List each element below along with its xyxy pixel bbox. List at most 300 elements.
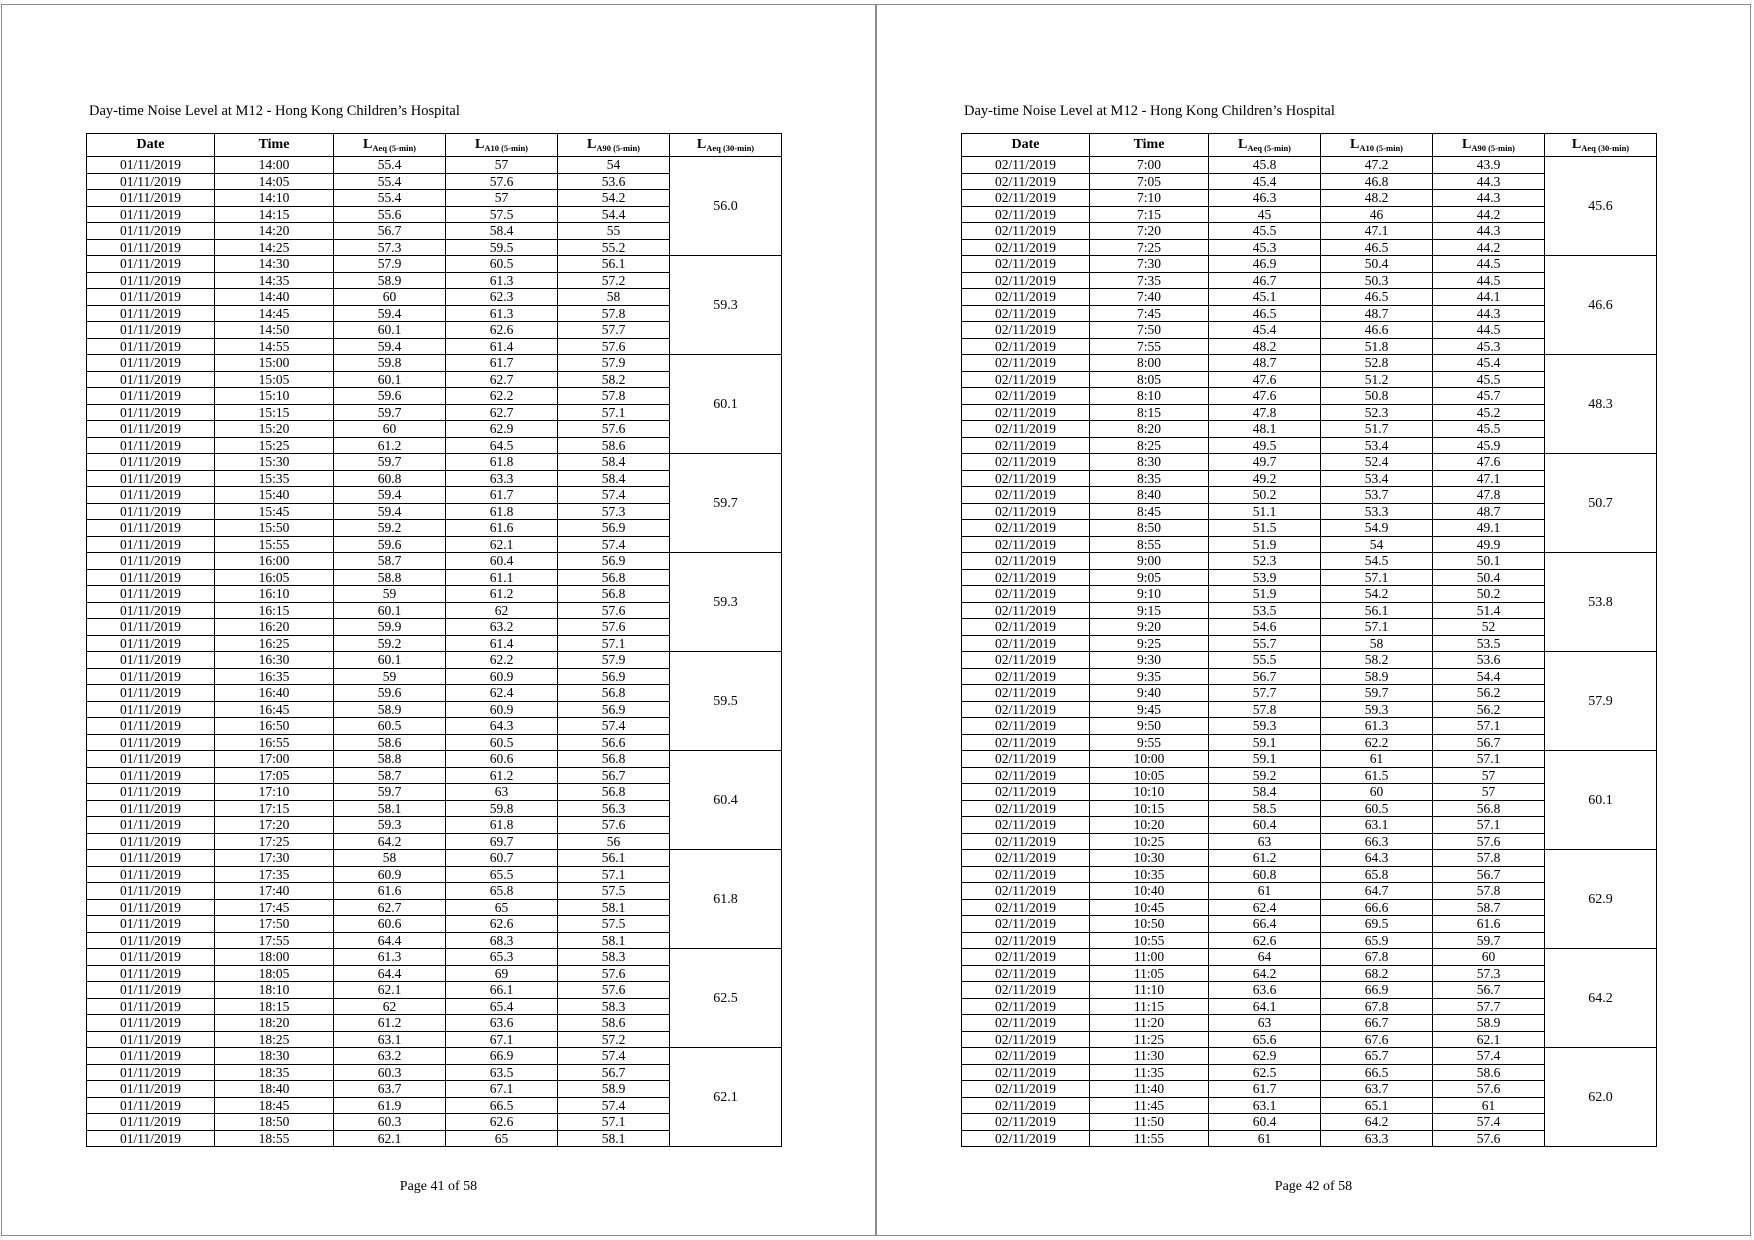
time-cell: 9:05	[1090, 569, 1209, 586]
date-cell: 01/11/2019	[87, 685, 215, 702]
la10-5min-cell: 57.5	[446, 206, 558, 223]
la10-5min-cell: 57	[446, 157, 558, 174]
time-cell: 16:25	[215, 635, 334, 652]
date-cell: 01/11/2019	[87, 800, 215, 817]
date-cell: 02/11/2019	[962, 701, 1090, 718]
laeq-5min-cell: 45.1	[1209, 289, 1321, 306]
date-cell: 02/11/2019	[962, 157, 1090, 174]
time-cell: 7:50	[1090, 322, 1209, 339]
la10-5min-cell: 53.4	[1321, 437, 1433, 454]
la90-5min-cell: 58.3	[558, 949, 670, 966]
la10-5min-cell: 48.7	[1321, 305, 1433, 322]
la90-5min-cell: 56.7	[558, 767, 670, 784]
la90-5min-cell: 44.3	[1433, 173, 1545, 190]
time-cell: 18:45	[215, 1097, 334, 1114]
header-subscript: Aeq (5-min)	[1247, 143, 1292, 153]
laeq-5min-cell: 49.5	[1209, 437, 1321, 454]
time-cell: 14:40	[215, 289, 334, 306]
la90-5min-cell: 44.5	[1433, 272, 1545, 289]
time-cell: 8:10	[1090, 388, 1209, 405]
laeq-5min-cell: 60.3	[334, 1114, 446, 1131]
laeq-5min-cell: 63.2	[334, 1048, 446, 1065]
la90-5min-cell: 44.2	[1433, 206, 1545, 223]
time-cell: 10:40	[1090, 883, 1209, 900]
date-cell: 02/11/2019	[962, 767, 1090, 784]
laeq-5min-cell: 61.6	[334, 883, 446, 900]
table-header-row	[87, 134, 782, 157]
date-cell: 01/11/2019	[87, 718, 215, 735]
time-cell: 8:05	[1090, 371, 1209, 388]
noise-table	[86, 133, 782, 1147]
time-cell: 15:35	[215, 470, 334, 487]
table-row	[87, 454, 782, 471]
date-cell: 02/11/2019	[962, 982, 1090, 999]
date-cell: 02/11/2019	[962, 932, 1090, 949]
date-cell: 01/11/2019	[87, 751, 215, 768]
laeq-5min-cell: 52.3	[1209, 553, 1321, 570]
la10-5min-cell: 66.9	[446, 1048, 558, 1065]
laeq-5min-cell: 60.1	[334, 322, 446, 339]
la90-5min-cell: 55	[558, 223, 670, 240]
laeq-30min-cell: 62.0	[1545, 1048, 1657, 1147]
page-footer	[877, 1179, 1750, 1195]
la10-5min-cell: 61.3	[446, 272, 558, 289]
laeq-5min-cell: 55.7	[1209, 635, 1321, 652]
date-cell: 02/11/2019	[962, 800, 1090, 817]
date-cell: 02/11/2019	[962, 784, 1090, 801]
time-cell: 11:40	[1090, 1081, 1209, 1098]
time-cell: 17:20	[215, 817, 334, 834]
la10-5min-cell: 63.2	[446, 619, 558, 636]
la10-5min-cell: 64.2	[1321, 1114, 1433, 1131]
la10-5min-cell: 51.2	[1321, 371, 1433, 388]
la90-5min-cell: 56.9	[558, 668, 670, 685]
table-row	[87, 751, 782, 768]
date-cell: 01/11/2019	[87, 668, 215, 685]
laeq-5min-cell: 58.5	[1209, 800, 1321, 817]
la10-5min-cell: 62.6	[446, 1114, 558, 1131]
la90-5min-cell: 51.4	[1433, 602, 1545, 619]
la10-5min-cell: 61.2	[446, 586, 558, 603]
laeq-5min-cell: 60.1	[334, 652, 446, 669]
la90-5min-cell: 57.1	[558, 635, 670, 652]
laeq-5min-cell: 58.7	[334, 553, 446, 570]
la90-5min-cell: 57.1	[558, 404, 670, 421]
table-header-row	[962, 134, 1657, 157]
date-cell: 02/11/2019	[962, 998, 1090, 1015]
date-cell: 01/11/2019	[87, 272, 215, 289]
table-row	[962, 157, 1657, 174]
laeq-5min-cell: 58.7	[334, 767, 446, 784]
la90-5min-cell: 58.1	[558, 932, 670, 949]
la10-5min-cell: 48.2	[1321, 190, 1433, 207]
time-cell: 16:00	[215, 553, 334, 570]
table-row	[87, 949, 782, 966]
time-cell: 18:05	[215, 965, 334, 982]
la10-5min-cell: 58	[1321, 635, 1433, 652]
laeq-5min-cell: 59.3	[1209, 718, 1321, 735]
time-cell: 16:45	[215, 701, 334, 718]
date-cell: 01/11/2019	[87, 734, 215, 751]
date-cell: 01/11/2019	[87, 338, 215, 355]
la90-5min-cell: 52	[1433, 619, 1545, 636]
laeq-5min-cell: 64	[1209, 949, 1321, 966]
la10-5min-cell: 65	[446, 1130, 558, 1147]
la10-5min-cell: 66.7	[1321, 1015, 1433, 1032]
time-cell: 9:00	[1090, 553, 1209, 570]
date-cell: 02/11/2019	[962, 1031, 1090, 1048]
date-cell: 01/11/2019	[87, 1114, 215, 1131]
laeq-5min-cell: 48.1	[1209, 421, 1321, 438]
la90-5min-cell: 57.6	[558, 602, 670, 619]
la10-5min-cell: 53.4	[1321, 470, 1433, 487]
laeq-5min-cell: 61.2	[334, 1015, 446, 1032]
date-cell: 01/11/2019	[87, 817, 215, 834]
laeq-5min-cell: 61.3	[334, 949, 446, 966]
la10-5min-cell: 61.2	[446, 767, 558, 784]
laeq-5min-cell: 64.4	[334, 965, 446, 982]
laeq-5min-cell: 62.1	[334, 1130, 446, 1147]
date-cell: 01/11/2019	[87, 652, 215, 669]
date-cell: 02/11/2019	[962, 602, 1090, 619]
la10-5min-cell: 46.8	[1321, 173, 1433, 190]
la10-5min-cell: 47.2	[1321, 157, 1433, 174]
date-cell: 01/11/2019	[87, 586, 215, 603]
header-date: Date	[962, 134, 1090, 157]
la10-5min-cell: 59.5	[446, 239, 558, 256]
la10-5min-cell: 67.8	[1321, 998, 1433, 1015]
laeq-5min-cell: 59.7	[334, 784, 446, 801]
laeq-30min-cell: 62.5	[670, 949, 782, 1048]
laeq-5min-cell: 58.4	[1209, 784, 1321, 801]
la90-5min-cell: 57.6	[1433, 833, 1545, 850]
la10-5min-cell: 63.5	[446, 1064, 558, 1081]
laeq-5min-cell: 59.7	[334, 404, 446, 421]
header-date: Date	[87, 134, 215, 157]
time-cell: 7:05	[1090, 173, 1209, 190]
time-cell: 9:30	[1090, 652, 1209, 669]
date-cell: 01/11/2019	[87, 1015, 215, 1032]
date-cell: 01/11/2019	[87, 883, 215, 900]
la90-5min-cell: 57.3	[558, 503, 670, 520]
laeq-5min-cell: 60.8	[334, 470, 446, 487]
time-cell: 17:35	[215, 866, 334, 883]
time-cell: 17:50	[215, 916, 334, 933]
laeq-5min-cell: 47.8	[1209, 404, 1321, 421]
date-cell: 01/11/2019	[87, 223, 215, 240]
time-cell: 11:15	[1090, 998, 1209, 1015]
la90-5min-cell: 57.6	[1433, 1130, 1545, 1147]
date-cell: 01/11/2019	[87, 1081, 215, 1098]
la10-5min-cell: 61.1	[446, 569, 558, 586]
la90-5min-cell: 58.6	[558, 437, 670, 454]
la10-5min-cell: 61.7	[446, 355, 558, 372]
time-cell: 17:10	[215, 784, 334, 801]
la90-5min-cell: 48.7	[1433, 503, 1545, 520]
date-cell: 01/11/2019	[87, 1031, 215, 1048]
date-cell: 02/11/2019	[962, 470, 1090, 487]
la90-5min-cell: 56.7	[558, 1064, 670, 1081]
date-cell: 02/11/2019	[962, 536, 1090, 553]
date-cell: 02/11/2019	[962, 850, 1090, 867]
la90-5min-cell: 57.9	[558, 355, 670, 372]
la10-5min-cell: 62.4	[446, 685, 558, 702]
la90-5min-cell: 59.7	[1433, 932, 1545, 949]
la90-5min-cell: 58.7	[1433, 899, 1545, 916]
la10-5min-cell: 47.1	[1321, 223, 1433, 240]
time-cell: 9:50	[1090, 718, 1209, 735]
date-cell: 01/11/2019	[87, 1130, 215, 1147]
date-cell: 01/11/2019	[87, 239, 215, 256]
time-cell: 7:10	[1090, 190, 1209, 207]
header-subscript: Aeq (5-min)	[372, 143, 417, 153]
la10-5min-cell: 63.6	[446, 1015, 558, 1032]
laeq-30min-cell: 61.8	[670, 850, 782, 949]
la10-5min-cell: 65.3	[446, 949, 558, 966]
la90-5min-cell: 58	[558, 289, 670, 306]
laeq-5min-cell: 59.6	[334, 388, 446, 405]
laeq-5min-cell: 56.7	[334, 223, 446, 240]
header-main: L	[696, 137, 707, 152]
time-cell: 11:00	[1090, 949, 1209, 966]
la90-5min-cell: 57.6	[558, 421, 670, 438]
time-cell: 7:20	[1090, 223, 1209, 240]
la90-5min-cell: 58.1	[558, 1130, 670, 1147]
time-cell: 10:35	[1090, 866, 1209, 883]
la10-5min-cell: 67.1	[446, 1081, 558, 1098]
time-cell: 18:25	[215, 1031, 334, 1048]
laeq-30min-cell: 48.3	[1545, 355, 1657, 454]
la10-5min-cell: 56.1	[1321, 602, 1433, 619]
date-cell: 01/11/2019	[87, 965, 215, 982]
time-cell: 10:10	[1090, 784, 1209, 801]
date-cell: 02/11/2019	[962, 355, 1090, 372]
time-cell: 17:25	[215, 833, 334, 850]
header-subscript: A90 (5-min)	[596, 143, 641, 153]
time-cell: 17:05	[215, 767, 334, 784]
time-cell: 8:00	[1090, 355, 1209, 372]
date-cell: 01/11/2019	[87, 157, 215, 174]
date-cell: 02/11/2019	[962, 487, 1090, 504]
la10-5min-cell: 62.3	[446, 289, 558, 306]
la90-5min-cell: 57.3	[1433, 965, 1545, 982]
la10-5min-cell: 64.3	[1321, 850, 1433, 867]
la10-5min-cell: 50.8	[1321, 388, 1433, 405]
laeq-5min-cell: 60.9	[334, 866, 446, 883]
date-cell: 02/11/2019	[962, 553, 1090, 570]
time-cell: 17:55	[215, 932, 334, 949]
date-cell: 01/11/2019	[87, 305, 215, 322]
date-cell: 02/11/2019	[962, 404, 1090, 421]
laeq-30min-cell: 59.3	[670, 256, 782, 355]
la10-5min-cell: 60	[1321, 784, 1433, 801]
la90-5min-cell: 57.2	[558, 1031, 670, 1048]
table-title: Day-time Noise Level at M12 - Hong Kong Children’s Hospital	[89, 103, 460, 119]
la90-5min-cell: 58.9	[1433, 1015, 1545, 1032]
la90-5min-cell: 45.5	[1433, 421, 1545, 438]
la10-5min-cell: 69	[446, 965, 558, 982]
la10-5min-cell: 63.1	[1321, 817, 1433, 834]
laeq-30min-cell: 50.7	[1545, 454, 1657, 553]
la10-5min-cell: 64.7	[1321, 883, 1433, 900]
laeq-5min-cell: 61.9	[334, 1097, 446, 1114]
laeq-5min-cell: 46.5	[1209, 305, 1321, 322]
la10-5min-cell: 65.5	[446, 866, 558, 883]
la10-5min-cell: 66.5	[446, 1097, 558, 1114]
time-cell: 18:40	[215, 1081, 334, 1098]
la90-5min-cell: 50.2	[1433, 586, 1545, 603]
la90-5min-cell: 44.3	[1433, 223, 1545, 240]
laeq-5min-cell: 59.4	[334, 503, 446, 520]
date-cell: 02/11/2019	[962, 1114, 1090, 1131]
la10-5min-cell: 66.1	[446, 982, 558, 999]
la10-5min-cell: 46.5	[1321, 239, 1433, 256]
la90-5min-cell: 57.6	[558, 619, 670, 636]
la10-5min-cell: 63	[446, 784, 558, 801]
la90-5min-cell: 49.9	[1433, 536, 1545, 553]
la10-5min-cell: 54	[1321, 536, 1433, 553]
la90-5min-cell: 58.6	[1433, 1064, 1545, 1081]
laeq-5min-cell: 60.1	[334, 371, 446, 388]
la10-5min-cell: 61.8	[446, 817, 558, 834]
la90-5min-cell: 57.4	[558, 1048, 670, 1065]
laeq-5min-cell: 46.7	[1209, 272, 1321, 289]
time-cell: 9:25	[1090, 635, 1209, 652]
la10-5min-cell: 62.2	[1321, 734, 1433, 751]
date-cell: 01/11/2019	[87, 470, 215, 487]
la90-5min-cell: 57.4	[558, 718, 670, 735]
header-subscript: Aeq (30-min)	[706, 143, 755, 153]
time-cell: 11:10	[1090, 982, 1209, 999]
laeq-5min-cell: 48.7	[1209, 355, 1321, 372]
table-row	[962, 949, 1657, 966]
date-cell: 02/11/2019	[962, 223, 1090, 240]
date-cell: 02/11/2019	[962, 239, 1090, 256]
laeq-30min-cell: 60.1	[670, 355, 782, 454]
la10-5min-cell: 63.7	[1321, 1081, 1433, 1098]
date-cell: 01/11/2019	[87, 932, 215, 949]
laeq-5min-cell: 63.1	[1209, 1097, 1321, 1114]
laeq-5min-cell: 59	[334, 586, 446, 603]
time-cell: 18:15	[215, 998, 334, 1015]
laeq-5min-cell: 61	[1209, 883, 1321, 900]
la10-5min-cell: 51.8	[1321, 338, 1433, 355]
time-cell: 16:15	[215, 602, 334, 619]
laeq-5min-cell: 62.6	[1209, 932, 1321, 949]
date-cell: 01/11/2019	[87, 421, 215, 438]
table-row	[87, 553, 782, 570]
laeq-5min-cell: 63	[1209, 1015, 1321, 1032]
la10-5min-cell: 62.1	[446, 536, 558, 553]
laeq-5min-cell: 45	[1209, 206, 1321, 223]
la90-5min-cell: 57.2	[558, 272, 670, 289]
date-cell: 02/11/2019	[962, 569, 1090, 586]
la90-5min-cell: 43.9	[1433, 157, 1545, 174]
la10-5min-cell: 68.2	[1321, 965, 1433, 982]
laeq-5min-cell: 58.6	[334, 734, 446, 751]
la10-5min-cell: 60.5	[446, 734, 558, 751]
time-cell: 8:20	[1090, 421, 1209, 438]
la10-5min-cell: 63.3	[446, 470, 558, 487]
la90-5min-cell: 45.5	[1433, 371, 1545, 388]
page-number: Page 41 of 58	[399, 1179, 478, 1194]
laeq-30min-cell: 59.3	[670, 553, 782, 652]
time-cell: 17:15	[215, 800, 334, 817]
la10-5min-cell: 58.4	[446, 223, 558, 240]
la90-5min-cell: 58.4	[558, 454, 670, 471]
la90-5min-cell: 53.6	[558, 173, 670, 190]
la10-5min-cell: 62.7	[446, 371, 558, 388]
laeq-5min-cell: 51.5	[1209, 520, 1321, 537]
date-cell: 02/11/2019	[962, 289, 1090, 306]
date-cell: 02/11/2019	[962, 965, 1090, 982]
time-cell: 8:40	[1090, 487, 1209, 504]
time-cell: 17:30	[215, 850, 334, 867]
time-cell: 8:15	[1090, 404, 1209, 421]
la90-5min-cell: 49.1	[1433, 520, 1545, 537]
laeq-5min-cell: 57.7	[1209, 685, 1321, 702]
laeq-5min-cell: 59.2	[334, 520, 446, 537]
la90-5min-cell: 45.7	[1433, 388, 1545, 405]
la10-5min-cell: 57.1	[1321, 619, 1433, 636]
laeq-5min-cell: 59	[334, 668, 446, 685]
la90-5min-cell: 56.8	[558, 569, 670, 586]
laeq-5min-cell: 66.4	[1209, 916, 1321, 933]
la10-5min-cell: 69.7	[446, 833, 558, 850]
page-42	[876, 4, 1751, 1236]
time-cell: 16:55	[215, 734, 334, 751]
la10-5min-cell: 52.4	[1321, 454, 1433, 471]
date-cell: 02/11/2019	[962, 322, 1090, 339]
laeq-5min-cell: 62.4	[1209, 899, 1321, 916]
time-cell: 7:40	[1090, 289, 1209, 306]
table-row	[962, 751, 1657, 768]
la10-5min-cell: 46.5	[1321, 289, 1433, 306]
header-la10-5min	[446, 134, 558, 157]
la10-5min-cell: 60.5	[1321, 800, 1433, 817]
laeq-5min-cell: 61.2	[1209, 850, 1321, 867]
la10-5min-cell: 54.9	[1321, 520, 1433, 537]
la90-5min-cell: 50.1	[1433, 553, 1545, 570]
la10-5min-cell: 61.6	[446, 520, 558, 537]
time-cell: 9:35	[1090, 668, 1209, 685]
laeq-5min-cell: 60.4	[1209, 1114, 1321, 1131]
la90-5min-cell: 62.1	[1433, 1031, 1545, 1048]
time-cell: 8:35	[1090, 470, 1209, 487]
laeq-5min-cell: 60.6	[334, 916, 446, 933]
time-cell: 17:45	[215, 899, 334, 916]
table-row	[962, 256, 1657, 273]
la10-5min-cell: 67.1	[446, 1031, 558, 1048]
date-cell: 02/11/2019	[962, 371, 1090, 388]
header-main: L	[474, 137, 485, 152]
laeq-30min-cell: 57.9	[1545, 652, 1657, 751]
time-cell: 8:25	[1090, 437, 1209, 454]
laeq-5min-cell: 59.7	[334, 454, 446, 471]
time-cell: 16:50	[215, 718, 334, 735]
time-cell: 8:50	[1090, 520, 1209, 537]
header-main: L	[1461, 137, 1472, 152]
time-cell: 18:10	[215, 982, 334, 999]
header-main: L	[1237, 137, 1248, 152]
la10-5min-cell: 65	[446, 899, 558, 916]
la90-5min-cell: 56.8	[558, 751, 670, 768]
la10-5min-cell: 60.7	[446, 850, 558, 867]
date-cell: 02/11/2019	[962, 751, 1090, 768]
table-row	[87, 652, 782, 669]
laeq-5min-cell: 54.6	[1209, 619, 1321, 636]
time-cell: 18:30	[215, 1048, 334, 1065]
